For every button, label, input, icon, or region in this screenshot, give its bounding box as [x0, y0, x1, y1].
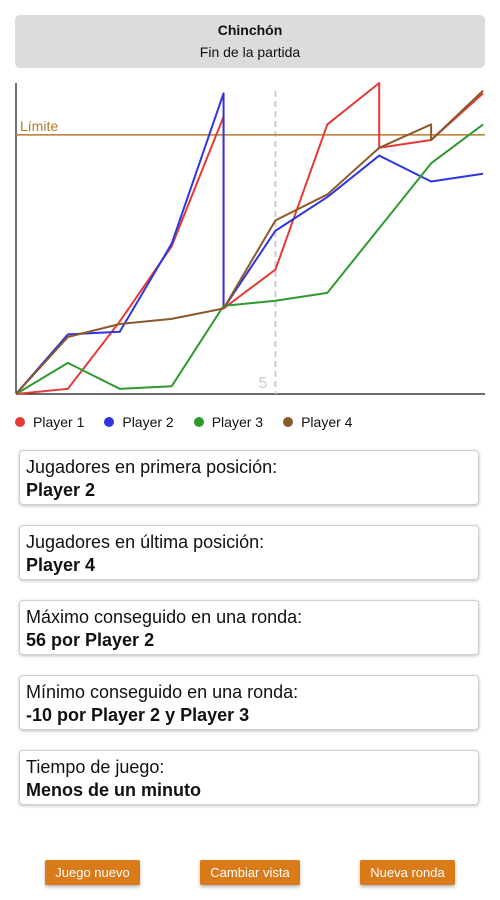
- stat-label: Mínimo conseguido en una ronda:: [26, 682, 299, 702]
- legend-dot-icon: [104, 417, 114, 427]
- round-5-label: 5: [258, 375, 268, 392]
- stat-value: Player 2: [26, 480, 96, 500]
- series-group: [16, 83, 483, 394]
- stat-value: 56 por Player 2: [26, 630, 155, 650]
- stat-label: Jugadores en primera posición:: [26, 457, 278, 477]
- chart-legend: [15, 414, 372, 430]
- stat-card-play-time: [19, 750, 479, 805]
- game-header: [15, 15, 485, 68]
- legend-dot-icon: [283, 417, 293, 427]
- stat-label: Jugadores en última posición:: [26, 532, 265, 552]
- legend-dot-icon: [15, 417, 25, 427]
- game-status: Fin de la partida: [199, 44, 301, 60]
- stat-value: -10 por Player 2 y Player 3: [26, 705, 250, 725]
- stat-label: Máximo conseguido en una ronda:: [26, 607, 303, 627]
- legend-item-player-3[interactable]: [194, 414, 263, 430]
- stat-label: Tiempo de juego:: [26, 757, 165, 777]
- stat-value: Player 4: [26, 555, 96, 575]
- legend-label: Player 1: [33, 414, 85, 430]
- series-line-player-3: [16, 124, 483, 394]
- series-line-player-2: [16, 93, 483, 394]
- stat-card-max-round: [19, 600, 479, 655]
- series-line-player-4: [16, 91, 483, 394]
- series-line-player-1: [16, 83, 483, 394]
- legend-item-player-1[interactable]: [15, 414, 84, 430]
- new-game-button[interactable]: Juego nuevo: [45, 860, 140, 885]
- legend-label: Player 3: [211, 414, 264, 430]
- stat-value: Menos de un minuto: [26, 780, 201, 800]
- game-title: Chinchón: [217, 22, 283, 38]
- legend-dot-icon: [194, 417, 204, 427]
- limit-label: Límite: [20, 117, 59, 134]
- legend-label: Player 4: [301, 414, 353, 430]
- stat-card-min-round: [19, 675, 479, 730]
- new-round-button[interactable]: Nueva ronda: [360, 860, 455, 885]
- score-chart: [0, 78, 500, 398]
- stat-card-last-place: [19, 525, 479, 580]
- stat-card-first-place: [19, 450, 479, 505]
- legend-item-player-4[interactable]: [283, 414, 352, 430]
- legend-label: Player 2: [122, 414, 174, 430]
- legend-item-player-2[interactable]: [104, 414, 173, 430]
- change-view-button[interactable]: Cambiar vista: [200, 860, 300, 885]
